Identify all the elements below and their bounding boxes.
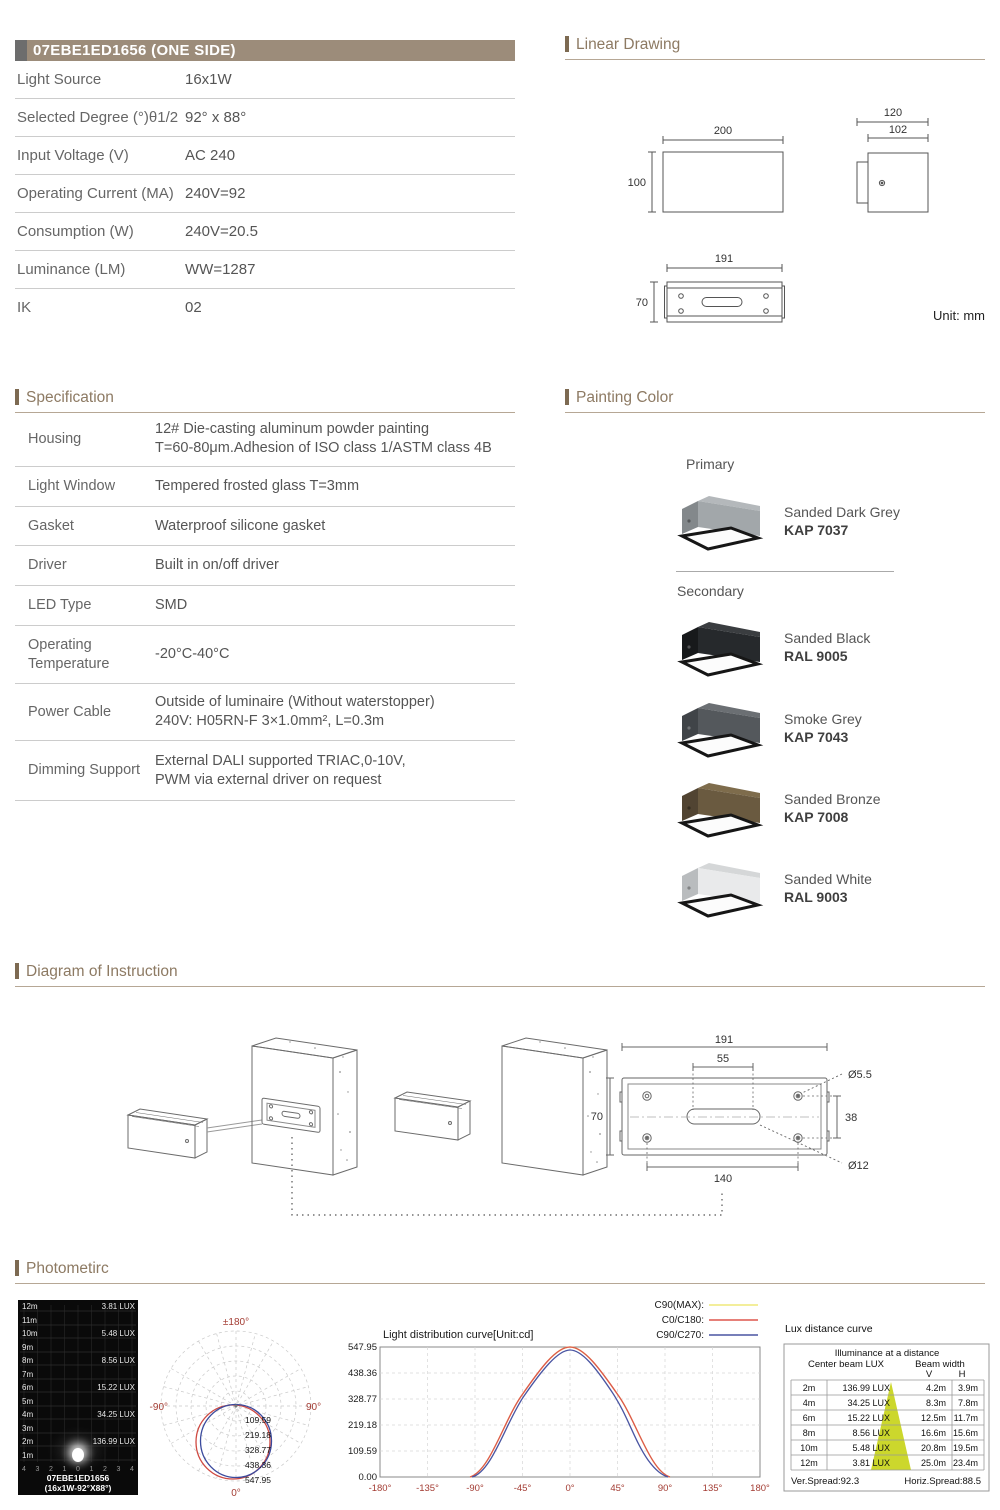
dim-38: 38 xyxy=(845,1112,858,1124)
row-label: Luminance (LM) xyxy=(17,261,126,278)
svg-text:7.8m: 7.8m xyxy=(957,1398,978,1408)
row-label: Operating Current (MA) xyxy=(17,185,174,202)
spec-row xyxy=(15,626,515,684)
svg-text:-45°: -45° xyxy=(513,1483,532,1494)
svg-text:3.81 LUX: 3.81 LUX xyxy=(852,1458,890,1468)
dim-55: 55 xyxy=(716,1053,730,1065)
svg-text:15.22 LUX: 15.22 LUX xyxy=(97,1383,135,1392)
table-row xyxy=(15,175,515,213)
svg-text:136.99 LUX: 136.99 LUX xyxy=(92,1437,135,1446)
row-value: 02 xyxy=(185,299,202,316)
svg-text:0: 0 xyxy=(76,1466,80,1473)
svg-text:0.00: 0.00 xyxy=(358,1472,377,1483)
svg-text:34.25 LUX: 34.25 LUX xyxy=(97,1410,135,1419)
beam-core xyxy=(72,1448,84,1462)
dim-dia-12: Ø12 xyxy=(848,1160,869,1172)
spec-value-line: PWM via external driver on request xyxy=(155,771,382,788)
polar-label-180: ±180° xyxy=(222,1317,250,1328)
svg-text:109.59: 109.59 xyxy=(347,1446,377,1457)
svg-text:1: 1 xyxy=(89,1466,94,1473)
spec-value-line: T=60-80μm.Adhesion of ISO class 1/ASTM class 4B xyxy=(155,440,492,456)
svg-text:15.22 LUX: 15.22 LUX xyxy=(847,1413,890,1423)
spec-row xyxy=(15,546,515,586)
col-center-beam: Center beam LUX xyxy=(807,1359,885,1370)
unit-label: Unit: mm xyxy=(933,308,985,323)
row-value: 16x1W xyxy=(185,71,232,88)
swatch-end-face xyxy=(682,788,698,821)
svg-text:-90°: -90° xyxy=(466,1483,484,1494)
section-header-painting-color xyxy=(565,389,985,413)
svg-text:4m: 4m xyxy=(802,1398,816,1408)
table-row xyxy=(15,99,515,137)
row-label: Input Voltage (V) xyxy=(17,147,129,164)
swatch-end-face xyxy=(682,868,698,901)
panel-axis-numbers xyxy=(22,1466,134,1473)
spec-label: Driver xyxy=(28,557,67,573)
spec-label: Operating Temperature xyxy=(28,636,110,672)
chart-title: Light distribution curve[Unit:cd] xyxy=(383,1329,534,1341)
svg-text:11.7m: 11.7m xyxy=(953,1413,978,1423)
svg-text:438.36: 438.36 xyxy=(347,1368,377,1379)
svg-text:3.9m: 3.9m xyxy=(957,1383,978,1393)
light-distribution-chart xyxy=(347,1292,770,1498)
swatch-sanded-black xyxy=(668,618,764,682)
svg-text:12m: 12m xyxy=(22,1302,38,1311)
front-view-outline xyxy=(663,152,783,212)
dim-front-width: 200 xyxy=(713,125,733,137)
svg-text:547.95: 547.95 xyxy=(347,1342,377,1353)
spec-row xyxy=(15,467,515,507)
product-title: 07EBE1ED1656 (ONE SIDE) xyxy=(27,40,515,61)
dim-140: 140 xyxy=(713,1173,733,1185)
row-value: 240V=20.5 xyxy=(185,223,258,240)
spec-value-line: -20°C-40°C xyxy=(155,646,230,662)
svg-text:219.18: 219.18 xyxy=(347,1420,377,1431)
svg-text:5.48 LUX: 5.48 LUX xyxy=(101,1329,135,1338)
dim-bottom-height: 70 xyxy=(635,297,648,309)
svg-text:8.56 LUX: 8.56 LUX xyxy=(852,1428,890,1438)
bottom-view-slot xyxy=(702,298,742,307)
spec-value-line: Tempered frosted glass T=3mm xyxy=(155,478,360,494)
svg-text:135°: 135° xyxy=(702,1483,723,1494)
section-header-diagram xyxy=(15,963,985,987)
spec-value-line: Outside of luminaire (Without waterstopper) xyxy=(155,694,435,710)
product-title-bar xyxy=(15,40,515,61)
secondary-label: Secondary xyxy=(677,583,744,599)
svg-text:4: 4 xyxy=(22,1466,26,1473)
linear-drawing-figure xyxy=(560,70,1000,340)
spec-label: Power Cable xyxy=(28,703,112,720)
swatch-end-face xyxy=(682,708,698,741)
col-v: V xyxy=(925,1369,933,1380)
wall-with-luminaire xyxy=(395,1038,607,1175)
svg-text:20.8m: 20.8m xyxy=(920,1443,946,1453)
row-label: IK xyxy=(17,299,32,316)
table-row xyxy=(15,251,515,289)
polar-diagram xyxy=(140,1300,350,1500)
svg-text:136.99 LUX: 136.99 LUX xyxy=(842,1383,890,1393)
swatch-end-face xyxy=(682,627,698,660)
svg-text:6m: 6m xyxy=(802,1413,816,1423)
table-row xyxy=(15,137,515,175)
section-bar xyxy=(15,1260,19,1276)
lux-table-header: Illuminance at a distance xyxy=(834,1348,940,1359)
spec-label: Dimming Support xyxy=(28,762,141,778)
panel-caption-spec: (16x1W-92°X88°) xyxy=(44,1483,112,1493)
section-bar xyxy=(15,963,19,979)
dim-bottom-width: 191 xyxy=(714,253,734,265)
spec-label: LED Type xyxy=(28,597,92,613)
svg-text:3m: 3m xyxy=(22,1424,34,1433)
title-bar-accent-block xyxy=(15,40,27,61)
section-title: Diagram of Instruction xyxy=(26,963,178,980)
svg-text:34.25 LUX: 34.25 LUX xyxy=(847,1398,890,1408)
polar-ring-values xyxy=(245,1415,271,1485)
svg-text:C90(MAX):: C90(MAX): xyxy=(654,1300,704,1311)
table-row xyxy=(15,213,515,251)
dim-side-width: 120 xyxy=(883,107,903,119)
svg-text:-180°: -180° xyxy=(368,1483,392,1494)
row-value: WW=1287 xyxy=(185,261,256,278)
svg-text:0°: 0° xyxy=(565,1483,575,1494)
section-bar xyxy=(15,389,19,405)
svg-text:2m: 2m xyxy=(22,1437,34,1446)
detached-luminaire xyxy=(128,1109,262,1158)
svg-text:547.95: 547.95 xyxy=(245,1475,271,1485)
svg-text:9m: 9m xyxy=(22,1343,34,1352)
svg-text:109.59: 109.59 xyxy=(245,1415,271,1425)
spec-label: Gasket xyxy=(28,517,74,534)
svg-text:8m: 8m xyxy=(802,1428,816,1438)
dim-side-inner: 102 xyxy=(888,124,908,136)
swatch-screw xyxy=(687,726,690,729)
col-h: H xyxy=(958,1369,966,1380)
spec-value-line: External DALI supported TRIAC,0-10V, xyxy=(155,752,406,769)
polar-label-minus90: -90° xyxy=(149,1402,168,1413)
section-title: Painting Color xyxy=(576,389,674,406)
instruction-diagram xyxy=(100,1032,1000,1238)
spec-value-line: Waterproof silicone gasket xyxy=(155,517,326,534)
row-label: Light Source xyxy=(17,71,102,88)
svg-text:4: 4 xyxy=(130,1466,134,1473)
swatch-screw xyxy=(687,806,690,809)
swatch-caption xyxy=(784,629,870,665)
svg-text:10m: 10m xyxy=(800,1443,818,1453)
svg-text:C0/C180:: C0/C180: xyxy=(661,1315,704,1326)
swatch-code: KAP 7008 xyxy=(784,809,849,825)
svg-text:3.81 LUX: 3.81 LUX xyxy=(101,1302,135,1311)
svg-text:4m: 4m xyxy=(22,1410,34,1419)
polar-label-90: 90° xyxy=(306,1402,322,1413)
svg-text:C90/C270:: C90/C270: xyxy=(656,1330,704,1341)
section-title: Linear Drawing xyxy=(576,36,681,53)
wall-with-bracket xyxy=(252,1038,357,1175)
svg-text:8.56 LUX: 8.56 LUX xyxy=(101,1356,135,1365)
svg-text:438.36: 438.36 xyxy=(245,1460,271,1470)
polar-label-0: 0° xyxy=(231,1488,241,1499)
y-axis-labels xyxy=(348,1342,377,1483)
x-axis-labels xyxy=(369,1483,770,1494)
svg-text:180°: 180° xyxy=(750,1483,770,1494)
swatch-caption xyxy=(784,790,881,826)
swatch-name: Sanded Black xyxy=(784,630,871,646)
table-row xyxy=(15,289,515,326)
plot-grid xyxy=(380,1347,760,1477)
spec-value-line: 12# Die-casting aluminum powder painting xyxy=(155,421,430,437)
svg-text:15.6m: 15.6m xyxy=(952,1428,978,1438)
svg-text:8m: 8m xyxy=(22,1356,34,1365)
spec-value-line: Built in on/off driver xyxy=(155,557,279,573)
svg-text:5.48 LUX: 5.48 LUX xyxy=(852,1443,890,1453)
spec-row xyxy=(15,507,515,546)
swatch-caption xyxy=(784,870,872,906)
mounting-bracket xyxy=(262,1098,320,1133)
spec-row xyxy=(15,412,515,467)
svg-text:2: 2 xyxy=(49,1466,53,1473)
swatch-screw xyxy=(687,519,690,522)
svg-text:19.5m: 19.5m xyxy=(952,1443,978,1453)
svg-text:1m: 1m xyxy=(22,1451,34,1460)
col-beam-width: Beam width xyxy=(915,1359,965,1370)
spec-label: Light Window xyxy=(28,478,116,494)
swatch-sanded-white xyxy=(668,859,764,923)
svg-text:90°: 90° xyxy=(657,1483,673,1494)
row-label: Selected Degree (°)θ1/2 xyxy=(17,109,179,126)
spec-row xyxy=(15,684,515,741)
swatch-smoke-grey xyxy=(668,699,764,763)
svg-text:23.4m: 23.4m xyxy=(952,1458,978,1468)
row-value: 240V=92 xyxy=(185,185,246,202)
product-spec-table xyxy=(15,40,515,326)
lux-photo-panel xyxy=(18,1300,138,1495)
spec-value-line: 240V: H05RN-F 3×1.0mm², L=0.3m xyxy=(155,713,385,729)
panel-caption-model: 07EBE1ED1656 xyxy=(46,1473,110,1483)
ver-spread: Ver.Spread:92.3 xyxy=(791,1476,860,1487)
spec-value-line: SMD xyxy=(155,597,188,613)
dim-191: 191 xyxy=(714,1034,734,1046)
swatch-end-face xyxy=(682,501,698,534)
svg-text:4.2m: 4.2m xyxy=(925,1383,946,1393)
swatch-name: Sanded Bronze xyxy=(784,791,881,807)
swatch-caption xyxy=(784,503,900,539)
spec-label: Housing xyxy=(28,430,82,447)
row-label: Consumption (W) xyxy=(17,223,134,240)
svg-text:7m: 7m xyxy=(22,1370,34,1379)
svg-text:219.18: 219.18 xyxy=(245,1430,271,1440)
swatch-code: RAL 9003 xyxy=(784,889,848,905)
lux-table-title: Lux distance curve xyxy=(785,1323,873,1335)
spec-row xyxy=(15,741,515,801)
primary-secondary-divider xyxy=(676,571,894,572)
dim-70: 70 xyxy=(590,1111,603,1123)
swatch-name: Smoke Grey xyxy=(784,711,862,727)
chart-legend xyxy=(655,1300,758,1341)
swatch-code: KAP 7037 xyxy=(784,522,849,538)
svg-text:5m: 5m xyxy=(22,1397,34,1406)
svg-text:12m: 12m xyxy=(800,1458,818,1468)
swatch-sanded-dark-grey xyxy=(668,492,764,556)
svg-text:2: 2 xyxy=(103,1466,107,1473)
horiz-spread: Horiz.Spread:88.5 xyxy=(904,1476,981,1487)
svg-text:12.5m: 12.5m xyxy=(920,1413,946,1423)
section-title: Photometirc xyxy=(26,1260,109,1277)
spec-row xyxy=(15,586,515,626)
section-bar xyxy=(565,36,569,52)
svg-text:1: 1 xyxy=(62,1466,67,1473)
swatch-screw xyxy=(687,645,690,648)
section-header-linear-drawing xyxy=(565,36,985,60)
swatch-name: Sanded Dark Grey xyxy=(784,504,900,520)
swatch-screw xyxy=(687,886,690,889)
table-row xyxy=(15,61,515,99)
swatch-code: RAL 9005 xyxy=(784,648,848,664)
polar-center xyxy=(235,1405,238,1408)
section-header-specification xyxy=(15,389,515,413)
row-value: AC 240 xyxy=(185,147,236,164)
svg-text:16.6m: 16.6m xyxy=(920,1428,946,1438)
swatch-code: KAP 7043 xyxy=(784,729,849,745)
section-header-photometric xyxy=(15,1260,985,1284)
dim-front-height: 100 xyxy=(627,177,646,189)
svg-text:45°: 45° xyxy=(610,1483,625,1494)
primary-label: Primary xyxy=(686,456,735,472)
svg-text:-135°: -135° xyxy=(416,1483,439,1494)
svg-text:2m: 2m xyxy=(802,1383,816,1393)
svg-text:8.3m: 8.3m xyxy=(925,1398,946,1408)
svg-text:328.77: 328.77 xyxy=(245,1445,271,1455)
dim-dia-5-5: Ø5.5 xyxy=(848,1069,872,1081)
svg-text:25.0m: 25.0m xyxy=(920,1458,946,1468)
svg-text:10m: 10m xyxy=(22,1329,38,1338)
section-title: Specification xyxy=(26,389,114,406)
row-value: 92° x 88° xyxy=(185,109,247,126)
lux-distance-table xyxy=(783,1320,995,1495)
svg-text:3: 3 xyxy=(116,1466,121,1473)
svg-text:6m: 6m xyxy=(22,1383,34,1392)
svg-text:328.77: 328.77 xyxy=(347,1394,377,1405)
swatch-caption xyxy=(784,710,862,746)
section-bar xyxy=(565,389,569,405)
side-view-outline xyxy=(868,153,928,212)
swatch-name: Sanded White xyxy=(784,871,872,887)
svg-text:3: 3 xyxy=(35,1466,40,1473)
specification-table xyxy=(15,412,515,801)
side-view-flange xyxy=(857,162,868,203)
swatch-sanded-bronze xyxy=(668,779,764,843)
svg-text:11m: 11m xyxy=(22,1316,37,1325)
